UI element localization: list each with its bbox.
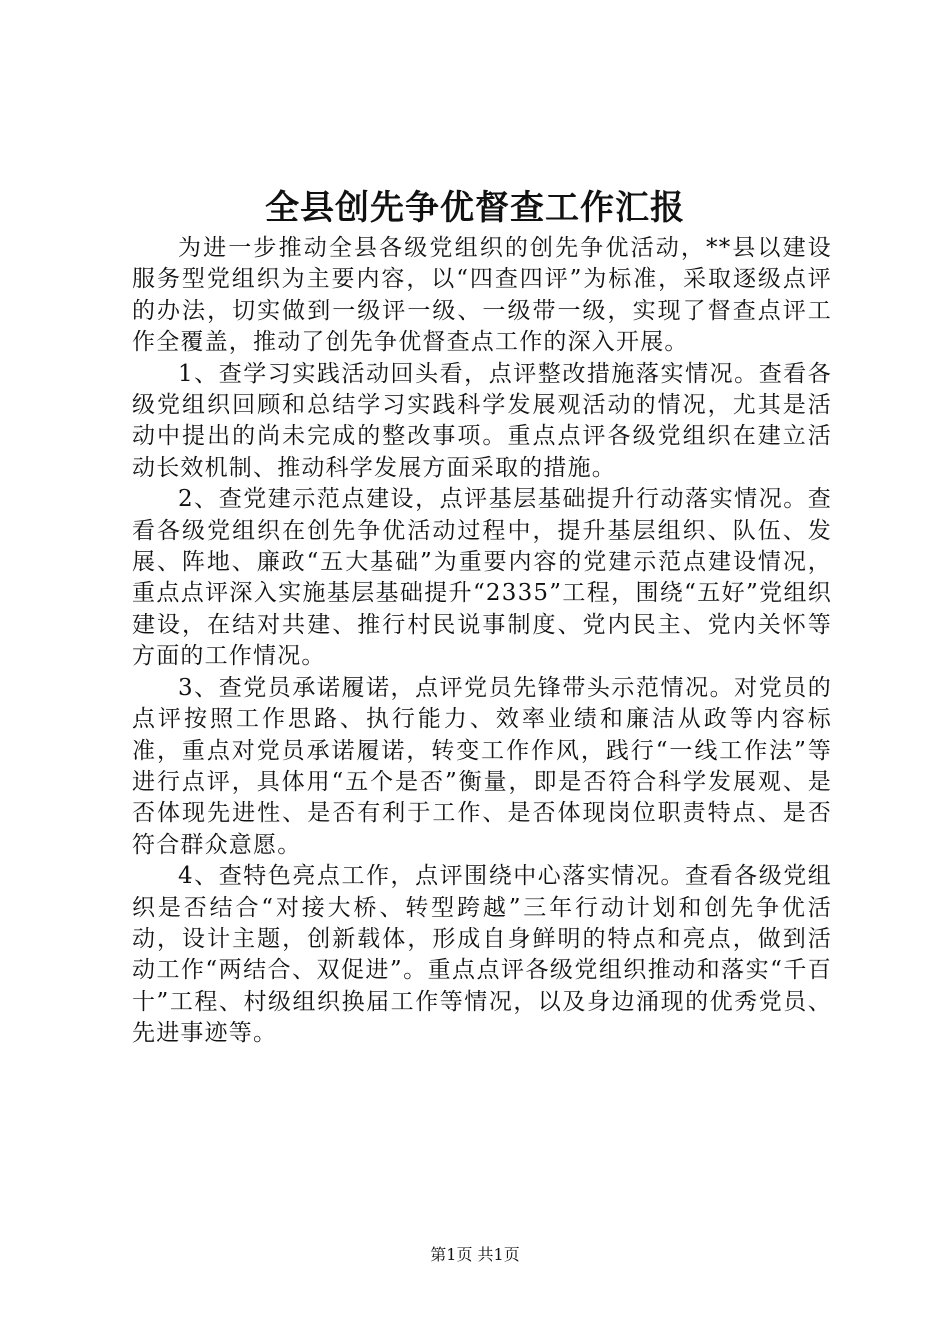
document-body: [132, 233, 832, 1050]
intro-paragraph: 为进一步推动全县各级党组织的创先争优活动，**县以建设服务型党组织为主要内容，以“四查四评”为标准，采取逐级点评的办法，切实做到一级评一级、一级带一级，实现了督查点评工作全覆盖，推动了创先争优督查点工作的深入开展。: [132, 235, 832, 356]
section-4-paragraph: 4、查特色亮点工作，点评围绕中心落实情况。查看各级党组织是否结合“对接大桥、转型跨越”三年行动计划和创先争优活动，设计主题，创新载体，形成自身鲜明的特点和亮点，做到活动工作“两结合、双促进”。重点点评各级党组织推动和落实“千百十”工程、村级组织换届工作等情况，以及身边涌现的优秀党员、先进事迹等。: [132, 863, 832, 1047]
document-title: 全县创先争优督查工作汇报: [265, 188, 685, 228]
section-2-paragraph: 2、查党建示范点建设，点评基层基础提升行动落实情况。查看各级党组织在创先争优活动过程中，提升基层组织、队伍、发展、阵地、廉政“五大基础”为重要内容的党建示范点建设情况，重点点评深入实施基层基础提升“2335”工程，围绕“五好”党组织建设，在结对共建、推行村民说事制度、党内民主、党内关怀等方面的工作情况。: [132, 486, 832, 670]
section-1-paragraph: 1、查学习实践活动回头看，点评整改措施落实情况。查看各级党组织回顾和总结学习实践科学发展观活动的情况，尤其是活动中提出的尚未完成的整改事项。重点点评各级党组织在建立活动长效机制、推动科学发展方面采取的措施。: [132, 360, 832, 481]
section-3-paragraph: 3、查党员承诺履诺，点评党员先锋带头示范情况。对党员的点评按照工作思路、执行能力、效率业绩和廉洁从政等内容标准，重点对党员承诺履诺，转变工作作风，践行“一线工作法”等进行点评，具体用“五个是否”衡量，即是否符合科学发展观、是否体现先进性、是否有利于工作、是否体现岗位职责特点、是否符合群众意愿。: [132, 674, 832, 858]
page-number-footer: 第1页 共1页: [430, 1245, 520, 1264]
